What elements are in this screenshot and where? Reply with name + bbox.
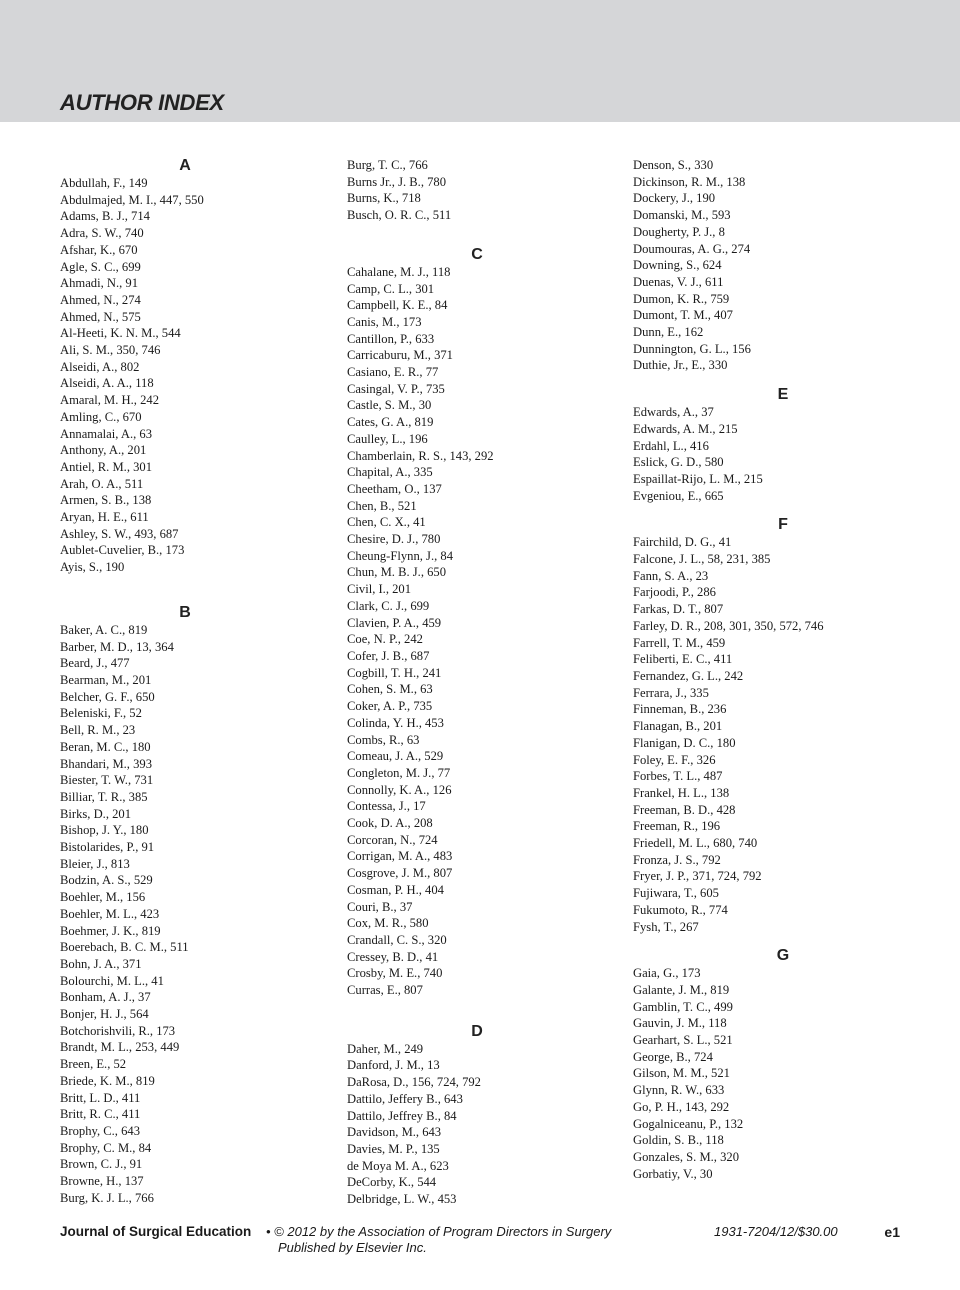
index-entry: Fryer, J. P., 371, 724, 792: [633, 869, 762, 884]
index-entry: Doumouras, A. G., 274: [633, 241, 751, 256]
index-entry: Al-Heeti, K. N. M., 544: [60, 326, 181, 341]
footer-copyright: • © 2012 by the Association of Program Directors in Surgery: [266, 1224, 612, 1239]
index-entry: Bolourchi, M. L., 41: [60, 973, 164, 988]
index-entry: Erdahl, L., 416: [633, 438, 709, 453]
index-entry: Alseidi, A., 802: [60, 359, 140, 374]
index-section: [60, 157, 310, 576]
index-entry: Flanagan, B., 201: [633, 719, 723, 734]
index-entry: Dunn, E., 162: [633, 325, 704, 340]
index-entry: Ahmadi, N., 91: [60, 276, 139, 291]
index-entry: Boehler, M., 156: [60, 890, 146, 905]
index-entry: Ali, S. M., 350, 746: [60, 343, 161, 358]
index-entry: Cahalane, M. J., 118: [347, 264, 451, 279]
index-entry: Cook, D. A., 208: [347, 816, 433, 831]
index-entry: Clavien, P. A., 459: [347, 615, 442, 630]
section-letter: A: [179, 157, 191, 174]
index-entry: Evgeniou, E., 665: [633, 488, 724, 503]
index-entry: Gorbatiy, V., 30: [633, 1166, 713, 1181]
index-entry: Chesire, D. J., 780: [347, 532, 441, 547]
index-entry: Dattilo, Jeffery B., 643: [347, 1091, 463, 1106]
index-entry: Curras, E., 807: [347, 983, 423, 998]
index-entry: Gamblin, T. C., 499: [633, 999, 733, 1014]
index-entry: Barber, M. D., 13, 364: [60, 639, 174, 654]
index-entry: Davies, M. P., 135: [347, 1141, 440, 1156]
index-entry: Aryan, H. E., 611: [60, 510, 149, 525]
index-entry: Bodzin, A. S., 529: [60, 873, 153, 888]
index-entry: Caulley, L., 196: [347, 431, 428, 446]
index-entry: Dougherty, P. J., 8: [633, 224, 725, 239]
index-entry: Bistolarides, P., 91: [60, 840, 155, 855]
index-entry: Crandall, C. S., 320: [347, 932, 447, 947]
index-entry: Couri, B., 37: [347, 899, 413, 914]
index-entry: Coe, N. P., 242: [347, 632, 423, 647]
index-entry: Baker, A. C., 819: [60, 622, 148, 637]
index-entry: Brophy, C. M., 84: [60, 1140, 152, 1155]
index-entry: Crosby, M. E., 740: [347, 966, 443, 981]
section-letter: E: [777, 386, 789, 404]
index-entry: Contessa, J., 17: [347, 799, 426, 814]
index-entry: Bearman, M., 201: [60, 672, 152, 687]
index-entry: Bohn, J. A., 371: [60, 956, 142, 971]
footer-journal-name: Journal of Surgical Education: [60, 1224, 252, 1239]
index-entry: Glynn, R. W., 633: [633, 1083, 725, 1098]
index-entry: Anthony, A., 201: [60, 443, 147, 458]
index-entry: Denson, S., 330: [633, 158, 714, 172]
index-entry: Foley, E. F., 326: [633, 752, 716, 767]
index-entry: Gauvin, J. M., 118: [633, 1016, 727, 1031]
index-entry: Bonjer, H. J., 564: [60, 1007, 149, 1022]
index-entry: Beran, M. C., 180: [60, 739, 151, 754]
index-entry: Cates, G. A., 819: [347, 415, 434, 430]
index-entry: Chun, M. B. J., 650: [347, 565, 447, 580]
index-entry: Duenas, V. J., 611: [633, 274, 724, 289]
index-entry: Busch, O. R. C., 511: [347, 208, 452, 223]
index-entry: Cheetham, O., 137: [347, 481, 442, 496]
index-entry: Britt, L. D., 411: [60, 1090, 141, 1105]
index-entry: Castle, S. M., 30: [347, 398, 432, 413]
index-entry: Dickinson, R. M., 138: [633, 174, 746, 189]
index-entry: Cressey, B. D., 41: [347, 949, 439, 964]
index-entry: Cofer, J. B., 687: [347, 648, 430, 663]
index-entry: Chen, B., 521: [347, 498, 417, 513]
index-entry: Abdulmajed, M. I., 447, 550: [60, 192, 204, 207]
index-entry: Farrell, T. M., 459: [633, 635, 726, 650]
index-entry: Fujiwara, T., 605: [633, 886, 719, 901]
section-letter: D: [471, 1022, 483, 1040]
index-entry: Adams, B. J., 714: [60, 209, 150, 224]
index-entry: Cox, M. R., 580: [347, 916, 429, 931]
section-letter: F: [778, 516, 788, 534]
index-entry: Finneman, B., 236: [633, 702, 727, 717]
index-entry: Amling, C., 670: [60, 409, 142, 424]
index-entry: Ayis, S., 190: [60, 560, 125, 575]
index-column-1: [60, 157, 310, 1206]
index-entry: Beard, J., 477: [60, 656, 130, 671]
page-footer: [60, 1224, 900, 1264]
index-entry: Cosman, P. H., 404: [347, 882, 444, 897]
index-entry: Britt, R. C., 411: [60, 1107, 141, 1122]
index-entry: Frankel, H. L., 138: [633, 785, 730, 800]
index-entry: Alseidi, A. A., 118: [60, 376, 154, 391]
index-entry: Burns Jr., J. B., 780: [347, 174, 447, 189]
index-entry: Go, P. H., 143, 292: [633, 1099, 730, 1114]
index-entry: Belcher, G. F., 650: [60, 689, 155, 704]
index-entry: Eslick, G. D., 580: [633, 455, 724, 470]
index-entry: Connolly, K. A., 126: [347, 782, 452, 797]
index-entry: Combs, R., 63: [347, 732, 420, 747]
index-entry: Camp, C. L., 301: [347, 281, 435, 296]
index-entry: Carricaburu, M., 371: [347, 348, 453, 363]
index-entry: George, B., 724: [633, 1049, 713, 1064]
index-entry: Dockery, J., 190: [633, 191, 716, 206]
index-entry: Congleton, M. J., 77: [347, 765, 451, 780]
index-entry: Gaia, G., 173: [633, 966, 701, 981]
index-entry: Gearhart, S. L., 521: [633, 1033, 733, 1048]
index-entry: Gonzales, S. M., 320: [633, 1149, 739, 1164]
index-entry: Downing, S., 624: [633, 258, 722, 273]
footer-publisher: Published by Elsevier Inc.: [278, 1240, 427, 1255]
section-letter: G: [776, 947, 790, 965]
index-entry: Bishop, J. Y., 180: [60, 823, 149, 838]
index-entry: Dattilo, Jeffrey B., 84: [347, 1108, 457, 1123]
index-entry: Galante, J. M., 819: [633, 982, 730, 997]
index-entry: Coker, A. P., 735: [347, 699, 433, 714]
index-entry: Boehler, M. L., 423: [60, 906, 160, 921]
index-entry: Edwards, A. M., 215: [633, 421, 738, 436]
index-entry: Domanski, M., 593: [633, 208, 731, 223]
index-entry: Daher, M., 249: [347, 1041, 424, 1056]
index-entry: Boehmer, J. K., 819: [60, 923, 161, 938]
index-entry: Birks, D., 201: [60, 806, 132, 821]
index-section: [60, 604, 310, 1207]
index-entry: Espaillat-Rijo, L. M., 215: [633, 471, 763, 486]
index-entry: Ferrara, J., 335: [633, 685, 709, 700]
index-entry: Bleier, J., 813: [60, 856, 130, 871]
index-entry: Goldin, S. B., 118: [633, 1133, 724, 1148]
index-entry: Chen, C. X., 41: [347, 515, 426, 530]
index-entry: Brophy, C., 643: [60, 1123, 140, 1138]
footer-page-number: e1: [884, 1224, 900, 1240]
index-entry: Bell, R. M., 23: [60, 723, 136, 738]
index-entry: Brown, C. J., 91: [60, 1157, 143, 1172]
footer-issn: 1931-7204/12/$30.00: [714, 1224, 838, 1239]
index-entry: Afshar, K., 670: [60, 242, 138, 257]
index-entry: Burns, K., 718: [347, 191, 421, 206]
index-entry: Cogbill, T. H., 241: [347, 665, 442, 680]
index-entry: Civil, I., 201: [347, 582, 412, 597]
index-entry: DaRosa, D., 156, 724, 792: [347, 1075, 481, 1090]
index-entry: Fronza, J. S., 792: [633, 852, 721, 867]
index-entry: Ahmed, N., 575: [60, 309, 141, 324]
index-entry: Beleniski, F., 52: [60, 706, 142, 721]
index-entry: Corcoran, N., 724: [347, 832, 438, 847]
index-entry: Fairchild, D. G., 41: [633, 535, 732, 550]
index-section: [347, 1023, 607, 1208]
index-entry: Dumon, K. R., 759: [633, 291, 730, 306]
index-entry: Colinda, Y. H., 453: [347, 715, 444, 730]
index-entry: Falcone, J. L., 58, 231, 385: [633, 552, 771, 567]
index-entry: Brandt, M. L., 253, 449: [60, 1040, 180, 1055]
section-letter: C: [471, 245, 483, 263]
index-entry: Aublet-Cuvelier, B., 173: [60, 543, 185, 558]
index-entry: Bhandari, M., 393: [60, 756, 152, 771]
index-entry: Botchorishvili, R., 173: [60, 1023, 176, 1038]
index-section: [633, 516, 933, 935]
index-entry: Flanigan, D. C., 180: [633, 735, 736, 750]
index-entry: Dumont, T. M., 407: [633, 308, 733, 323]
index-section: [633, 386, 933, 504]
index-entry: Gilson, M. M., 521: [633, 1066, 730, 1081]
index-entry: Boerebach, B. C. M., 511: [60, 940, 189, 955]
index-entry: Chamberlain, R. S., 143, 292: [347, 448, 494, 463]
index-entry: DeCorby, K., 544: [347, 1175, 437, 1190]
index-entry: Farkas, D. T., 807: [633, 602, 724, 617]
index-entry: Clark, C. J., 699: [347, 598, 430, 613]
index-entry: Delbridge, L. W., 453: [347, 1192, 457, 1207]
page-title: AUTHOR INDEX: [60, 90, 224, 115]
index-entry: Fysh, T., 267: [633, 919, 699, 934]
index-entry: Danford, J. M., 13: [347, 1058, 440, 1073]
index-entry: Dunnington, G. L., 156: [633, 341, 751, 356]
index-entry: Abdullah, F., 149: [60, 176, 148, 190]
index-entry: Chapital, A., 335: [347, 465, 433, 480]
index-entry: Bonham, A. J., 37: [60, 990, 151, 1005]
index-entry: Duthie, Jr., E., 330: [633, 358, 728, 373]
index-entry: Armen, S. B., 138: [60, 493, 152, 508]
index-entry: Feliberti, E. C., 411: [633, 652, 733, 667]
index-entry: Canis, M., 173: [347, 314, 422, 329]
index-entry: Freeman, R., 196: [633, 819, 721, 834]
index-entry: Adra, S. W., 740: [60, 226, 144, 241]
index-entry: Farjoodi, P., 286: [633, 585, 716, 600]
index-column-3: [633, 157, 933, 1182]
index-entry: Annamalai, A., 63: [60, 426, 152, 441]
index-entry: Agle, S. C., 699: [60, 259, 141, 274]
index-entry: Billiar, T. R., 385: [60, 789, 148, 804]
index-entry: Amaral, M. H., 242: [60, 393, 159, 408]
index-section: [633, 157, 933, 374]
index-entry: Briede, K. M., 819: [60, 1073, 155, 1088]
index-entry: Biester, T. W., 731: [60, 773, 154, 788]
index-entry: Cosgrove, J. M., 807: [347, 866, 453, 881]
index-entry: Ashley, S. W., 493, 687: [60, 526, 179, 541]
index-entry: Comeau, J. A., 529: [347, 749, 444, 764]
index-entry: Corrigan, M. A., 483: [347, 849, 453, 864]
index-entry: Antiel, R. M., 301: [60, 459, 153, 474]
index-entry: Freeman, B. D., 428: [633, 802, 736, 817]
index-entry: Cohen, S. M., 63: [347, 682, 433, 697]
index-entry: Cheung-Flynn, J., 84: [347, 548, 454, 563]
index-entry: Breen, E., 52: [60, 1057, 127, 1072]
index-entry: Arah, O. A., 511: [60, 476, 144, 491]
index-entry: Fernandez, G. L., 242: [633, 668, 744, 683]
index-entry: Burg, T. C., 766: [347, 158, 428, 172]
index-entry: Gogalniceanu, P., 132: [633, 1116, 744, 1131]
index-entry: Edwards, A., 37: [633, 405, 714, 420]
index-entry: Ahmed, N., 274: [60, 292, 141, 307]
index-section: [633, 947, 933, 1182]
section-letter: B: [179, 603, 191, 621]
index-entry: Fann, S. A., 23: [633, 568, 709, 583]
index-entry: Burg, K. J. L., 766: [60, 1190, 154, 1205]
index-column-2: [347, 157, 607, 1208]
index-section: [347, 246, 607, 999]
index-entry: Farley, D. R., 208, 301, 350, 572, 746: [633, 618, 824, 633]
index-entry: Fukumoto, R., 774: [633, 902, 728, 917]
index-entry: Forbes, T. L., 487: [633, 769, 723, 784]
index-entry: Friedell, M. L., 680, 740: [633, 836, 758, 851]
index-entry: de Moya M. A., 623: [347, 1158, 449, 1173]
index-entry: Cantillon, P., 633: [347, 331, 435, 346]
index-section: [347, 157, 607, 224]
index-entry: Davidson, M., 643: [347, 1125, 442, 1140]
index-entry: Campbell, K. E., 84: [347, 298, 448, 313]
index-entry: Casingal, V. P., 735: [347, 381, 445, 396]
index-entry: Casiano, E. R., 77: [347, 365, 439, 380]
index-entry: Browne, H., 137: [60, 1174, 144, 1189]
